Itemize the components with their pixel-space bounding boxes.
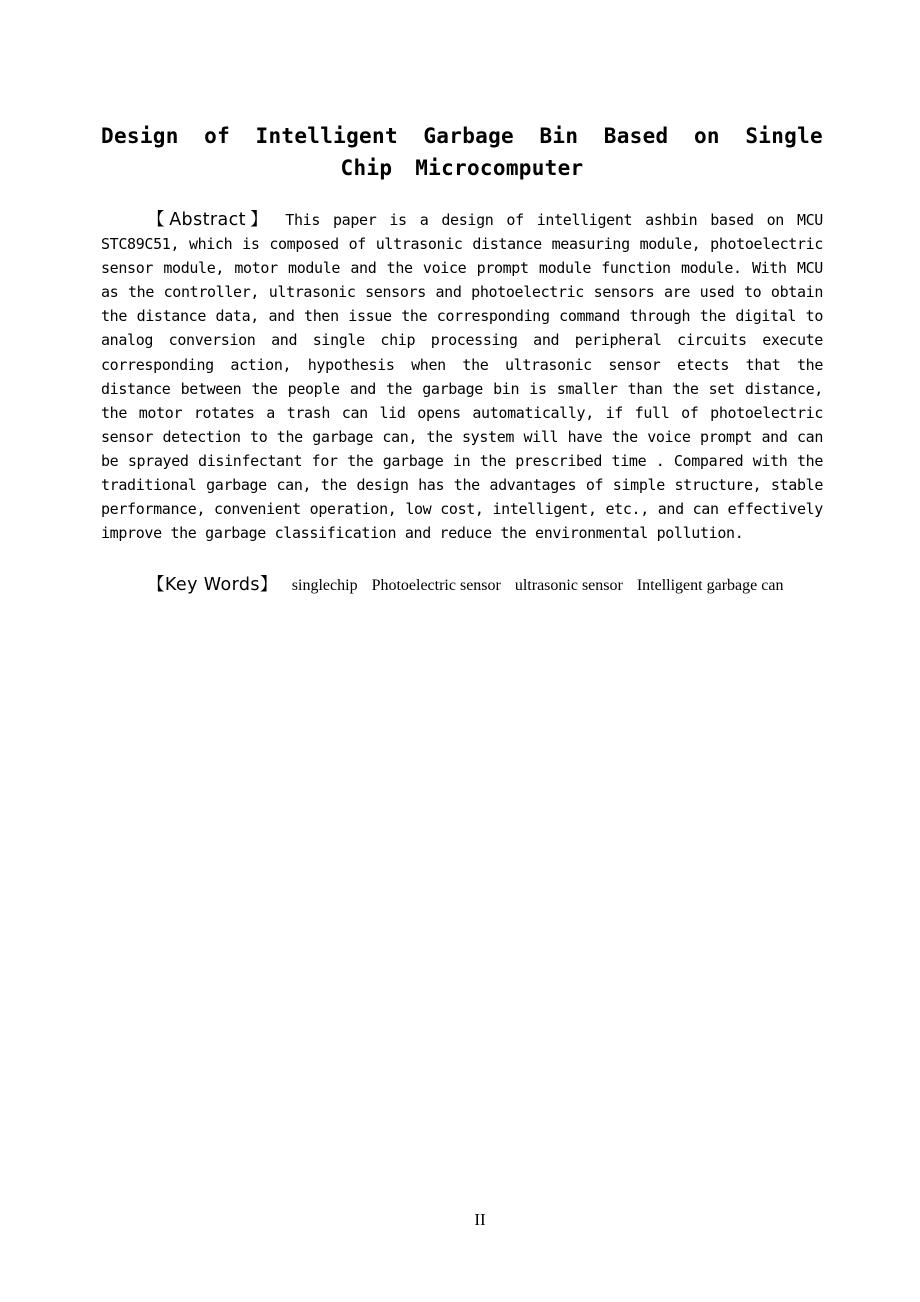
- abstract-label: 【Abstract】: [147, 210, 273, 230]
- keyword-item: ultrasonic sensor: [514, 577, 623, 594]
- keyword-item: Photoelectric sensor: [371, 577, 501, 594]
- keywords-label: 【Key Words】: [147, 575, 278, 595]
- abstract-text: This paper is a design of intelligent ashbin based on MCU STC89C51, which is composed of ultrasonic distance measuring module, photoelectric sensor module, motor module and the voice prompt module function module. With MCU as the controller, ultrasonic sensors and photoelectric sensors are used to obtain the distance data, and then issue the corresponding command through the digital to analog conversion and single chip processing and peripheral circuits execute corresponding action, hypothesis when the ultrasonic sensor etects that the distance between the people and the garbage bin is smaller than the set distance, the motor rotates a trash can lid opens automatically, if full of photoelectric sensor detection to the garbage can, the system will have the voice prompt and can be sprayed disinfectant for the garbage in the prescribed time . Compared with the traditional garbage can, the design has the advantages of simple structure, stable performance, convenient operation, low cost, intelligent, etc., and can effectively improve the garbage classification and reduce the environmental pollution.: [101, 211, 823, 543]
- page-number: II: [474, 1210, 486, 1229]
- keyword-item: Intelligent garbage can: [636, 577, 784, 594]
- keyword-item: singlechip: [291, 577, 358, 594]
- paper-title: Design of Intelligent Garbage Bin Based on Single Chip Microcomputer: [101, 124, 823, 180]
- keywords-paragraph: [101, 573, 846, 598]
- abstract-paragraph: [101, 208, 823, 545]
